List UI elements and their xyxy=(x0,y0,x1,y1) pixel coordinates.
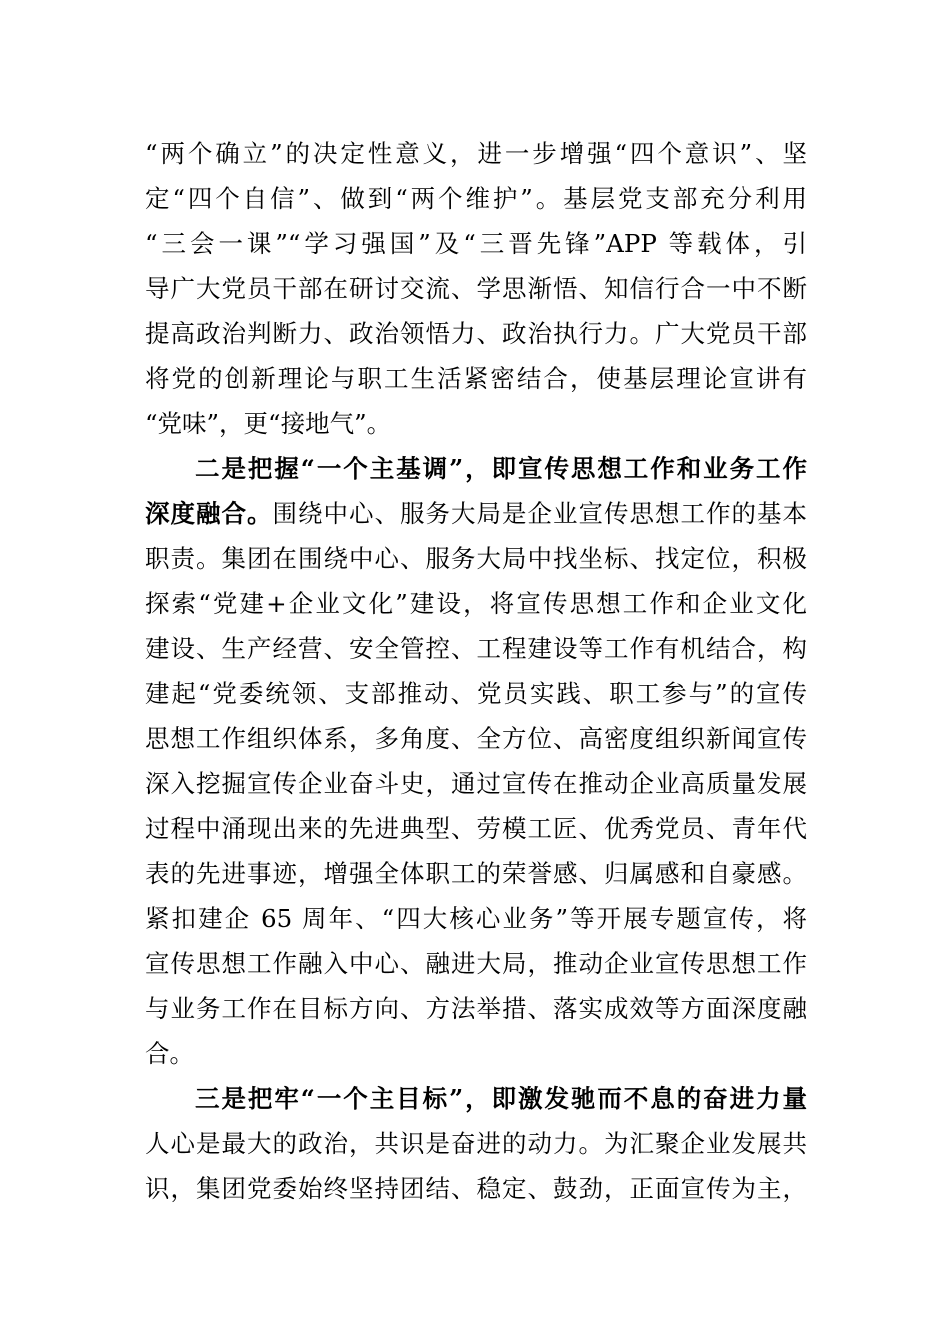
body-text-line: 将党的创新理论与职工生活紧密结合，使基层理论宣讲有 xyxy=(145,364,807,393)
body-text-line: 探索“党建+企业文化”建设，将宣传思想工作和企业文化 xyxy=(145,589,807,618)
section-heading: 三是把牢“一个主目标”，即激发驰而不息的奋进力量 xyxy=(195,1084,807,1113)
body-text-line: 思想工作组织体系，多角度、全方位、高密度组织新闻宣传 xyxy=(145,724,807,753)
body-text-span: 围绕中心、服务大局是企业宣传思想工作的基本 xyxy=(272,499,807,528)
section-heading: 二是把握“一个主基调”，即宣传思想工作和业务工作 xyxy=(195,454,807,483)
body-text-line: 建设、生产经营、安全管控、工程建设等工作有机结合，构 xyxy=(145,634,807,663)
body-text-line: 深入挖掘宣传企业奋斗史，通过宣传在推动企业高质量发展 xyxy=(145,769,807,798)
body-text-line: 建起“党委统领、支部推动、党员实践、职工参与”的宣传 xyxy=(145,679,807,708)
body-text-line xyxy=(145,494,807,534)
body-text-line: 表的先进事迹，增强全体职工的荣誉感、归属感和自豪感。 xyxy=(145,859,807,888)
body-text-line: 职责。集团在围绕中心、服务大局中找坐标、找定位，积极 xyxy=(145,544,807,573)
body-text-line: 人心是最大的政治，共识是奋进的动力。为汇聚企业发展共 xyxy=(145,1129,807,1158)
body-text-line: 与业务工作在目标方向、方法举措、落实成效等方面深度融 xyxy=(145,994,807,1023)
body-text-line: 提高政治判断力、政治领悟力、政治执行力。广大党员干部 xyxy=(145,319,807,348)
body-text-line: 紧扣建企 65 周年、“四大核心业务”等开展专题宣传，将 xyxy=(145,904,807,933)
body-text-line: “两个确立”的决定性意义，进一步增强“四个意识”、坚 xyxy=(145,139,807,168)
body-text-line: 导广大党员干部在研讨交流、学思渐悟、知信行合一中不断 xyxy=(145,274,807,303)
body-text-line: 识，集团党委始终坚持团结、稳定、鼓劲，正面宣传为主， xyxy=(145,1174,807,1203)
body-text-line: 宣传思想工作融入中心、融进大局，推动企业宣传思想工作 xyxy=(145,949,807,978)
section-heading-end: 深度融合。 xyxy=(145,499,273,528)
body-text-line: “党味”，更“接地气”。 xyxy=(145,409,392,438)
body-text-line: 合。 xyxy=(145,1039,194,1068)
body-text-line: 定“四个自信”、做到“两个维护”。基层党支部充分利用 xyxy=(145,184,807,213)
body-text-line: 过程中涌现出来的先进典型、劳模工匠、优秀党员、青年代 xyxy=(145,814,807,843)
body-text-line: “三会一课”“学习强国”及“三晋先锋”APP 等载体，引 xyxy=(145,229,807,258)
